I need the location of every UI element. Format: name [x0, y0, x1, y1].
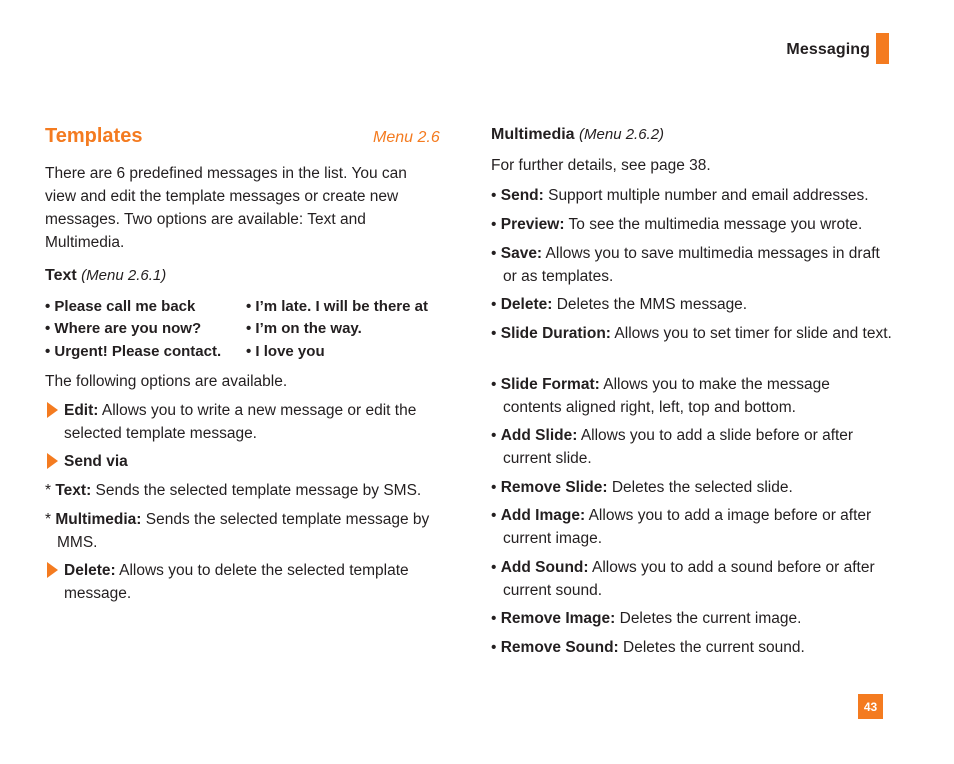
option-text: Sends the selected template message by MMS.: [57, 511, 430, 551]
option-label: Remove Image:: [500, 610, 616, 627]
send-via-text: [45, 479, 440, 502]
bullet: •: [491, 187, 501, 204]
preset-message: • Urgent! Please contact.: [45, 343, 222, 360]
send-via-multimedia: [45, 508, 447, 554]
option-text: Allows you to add a sound before or after current sound.: [503, 559, 875, 599]
arrow-bullet-icon: [47, 453, 58, 469]
option-label: Add Image:: [500, 507, 586, 524]
option-label: Delete:: [500, 296, 553, 313]
option-label: Edit:: [64, 402, 99, 419]
option-text: Allows you to delete the selected template message.: [64, 562, 409, 602]
preset-message: • I’m late. I will be there at: [246, 298, 428, 315]
option-label: Slide Format:: [500, 376, 600, 393]
bullet: •: [491, 639, 501, 656]
option-text: Deletes the selected slide.: [607, 479, 793, 496]
option-label: Text:: [55, 482, 92, 499]
bullet: •: [491, 610, 501, 627]
option-text: Support multiple number and email addresses.: [543, 187, 869, 204]
option-text: Allows you to save multimedia messages in draft or as templates.: [503, 245, 880, 285]
preset-message: • Please call me back: [45, 298, 196, 315]
heading-multimedia: Multimedia: [491, 126, 575, 143]
option-text: Allows you to set timer for slide and text.: [610, 325, 892, 342]
multimedia-option: [491, 293, 903, 316]
templates-intro: There are 6 predefined messages in the list. You can view and edit the template messages or create new messages. Two options are available: Text and Multimedia.: [45, 165, 407, 251]
preset-message: • I’m on the way.: [246, 320, 362, 337]
option-edit: [64, 399, 439, 445]
multimedia-option: [491, 556, 908, 602]
bullet: •: [491, 325, 501, 342]
bullet: •: [491, 507, 501, 524]
multimedia-option: [491, 213, 903, 236]
option-text: Deletes the current sound.: [618, 639, 805, 656]
option-label: Send via: [64, 453, 128, 470]
multimedia-option: [491, 373, 863, 419]
multimedia-intro: For further details, see page 38.: [491, 157, 711, 174]
option-label: Save:: [500, 245, 543, 262]
bullet: •: [491, 479, 501, 496]
option-label: Preview:: [500, 216, 565, 233]
multimedia-option: [491, 504, 908, 550]
bullet: •: [491, 245, 501, 262]
bullet: •: [491, 559, 501, 576]
option-text: Allows you to add a image before or after current image.: [503, 507, 872, 547]
option-text: Deletes the current image.: [615, 610, 802, 627]
option-label: Add Sound:: [500, 559, 589, 576]
bullet: •: [491, 296, 501, 313]
option-text: Allows you to add a slide before or after current slide.: [503, 427, 854, 467]
option-text: Allows you to write a new message or edit the selected template message.: [64, 402, 417, 442]
bullet: •: [491, 216, 501, 233]
preset-message: • Where are you now?: [45, 320, 202, 337]
running-header-title: Messaging: [786, 41, 870, 58]
option-label: Send:: [500, 187, 544, 204]
option-text: Allows you to make the message contents aligned right, left, top and bottom.: [503, 376, 830, 416]
section-title-templates: Templates: [45, 125, 143, 147]
option-text: To see the multimedia message you wrote.: [564, 216, 863, 233]
option-label: Delete:: [64, 562, 116, 579]
multimedia-option: [491, 607, 903, 630]
arrow-bullet-icon: [47, 562, 58, 578]
multimedia-option: [491, 636, 903, 659]
multimedia-option: [491, 184, 903, 207]
menu-reference-multimedia: (Menu 2.6.2): [579, 126, 665, 143]
multimedia-option: [491, 322, 895, 345]
arrow-bullet-icon: [47, 402, 58, 418]
asterisk-prefix: *: [45, 511, 56, 528]
subsection-heading-multimedia: [491, 126, 664, 144]
bullet: •: [491, 376, 501, 393]
option-label: Add Slide:: [500, 427, 578, 444]
asterisk-prefix: *: [45, 482, 56, 499]
subsection-heading-text: [45, 267, 166, 285]
option-label: Multimedia:: [55, 511, 142, 528]
heading-text: Text: [45, 267, 77, 284]
option-label: Slide Duration:: [500, 325, 611, 342]
option-text: Deletes the MMS message.: [552, 296, 748, 313]
menu-reference-text: (Menu 2.6.1): [81, 267, 167, 284]
options-intro: The following options are available.: [45, 373, 288, 390]
option-delete: [64, 559, 439, 605]
multimedia-option: [491, 424, 895, 470]
option-label: Remove Sound:: [500, 639, 619, 656]
header-accent-tab: [876, 33, 889, 64]
option-text: Sends the selected template message by SMS.: [91, 482, 422, 499]
option-label: Remove Slide:: [500, 479, 608, 496]
option-send-via: [64, 450, 128, 473]
menu-reference-templates: Menu 2.6: [373, 129, 440, 146]
page-number: 43: [858, 694, 883, 719]
preset-message: • I love you: [246, 343, 325, 360]
bullet: •: [491, 427, 501, 444]
multimedia-option: [491, 242, 883, 288]
multimedia-option: [491, 476, 903, 499]
